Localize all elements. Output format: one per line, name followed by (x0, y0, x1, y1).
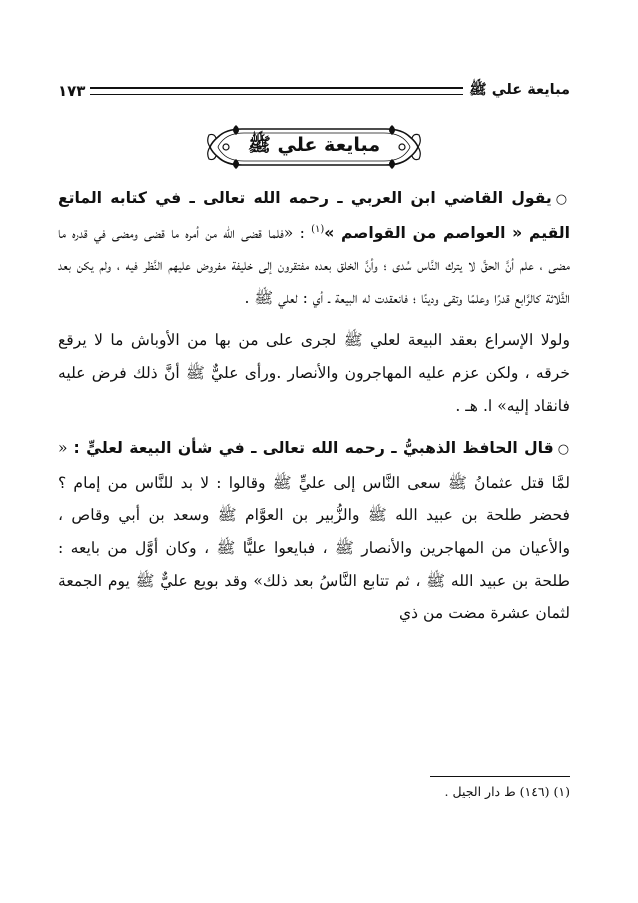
paragraph-gap (58, 422, 570, 432)
page-number: ١٧٣ (58, 82, 86, 100)
title-cartouche (206, 122, 422, 172)
header-rule (90, 87, 463, 95)
paragraph-bayah-haste (58, 324, 570, 422)
paragraph-text: « لمَّا قتل عثمانُ ﷺ سعى النَّاس إلى عليٍّ ﷺ وقالوا : لا بد للنَّاس من إمام ؟ فحضر طلحة بن عبيد الله ﷺ والزُّبير بن العوَّام ﷺ وسعد بن أبي وقاص ، والأعيان من المهاجرين والأنصار ﷺ ، فبايعوا عليًّا ﷺ ، وكان أوَّل من بايعه : طلحة بن عبيد الله ﷺ ، ثم تتابع النَّاسُ بعد ذلك» وقد بويع عليٌّ ﷺ يوم الجمعة لثمان عشرة مضت من ذي (58, 439, 570, 623)
footnote-reference[interactable]: (١) (311, 223, 325, 235)
paragraph-lead: قال الحافظ الذهبيُّ ـ رحمه الله تعالى ـ في شأن البيعة لعليٍّ : (73, 439, 554, 458)
paragraph-text: ولولا الإسراع بعقد البيعة لعلي ﷺ لجرى على من بها من الأوباش ما لا يرقع خرقه ، ولكن عزم عليه المهاجرون والأنصار .ورأى عليٌّ ﷺ أنَّ ذلك فرض عليه فانقاد إليه» ا. هـ . (58, 331, 570, 415)
body-text (58, 182, 570, 630)
running-header (58, 78, 570, 104)
book-page (58, 78, 570, 858)
circle-bullet-icon: ○ (557, 442, 571, 458)
circle-bullet-icon: ○ (555, 192, 570, 207)
footnote: (١) (١٤٦) ط دار الجيل . (444, 784, 570, 799)
paragraph-al-dhahabi (58, 432, 570, 630)
running-title: مبايعة علي ﷺ (469, 81, 570, 98)
paragraph-gap (58, 314, 570, 324)
section-title: مبايعة علي ﷺ (247, 134, 381, 156)
paragraph-lead: يقول القاضي ابن العربي ـ رحمه الله تعالى ـ في كتابه الماتع القيم « العواصم من القواصم » (58, 189, 570, 242)
paragraph-text: : «فلما قضى الله من أمره ما قضى ومضى في قدره ما مضى ، علم أنَّ الحقَّ لا يترك النَّاس سُدى ؛ وأنَّ الخلق بعده مفتقرون إلى خليفة مفروض عليهم النَّظر فيه ، ولم يكن بعد الثَّلاثة كالرَّابع قدرًا وعلمًا وتقى ودينًا ؛ فانعقدت له البيعة ـ أي : لعلي ﷺ . (58, 223, 570, 307)
paragraph-ibn-al-arabi (58, 182, 570, 314)
footnote-divider (430, 776, 570, 777)
